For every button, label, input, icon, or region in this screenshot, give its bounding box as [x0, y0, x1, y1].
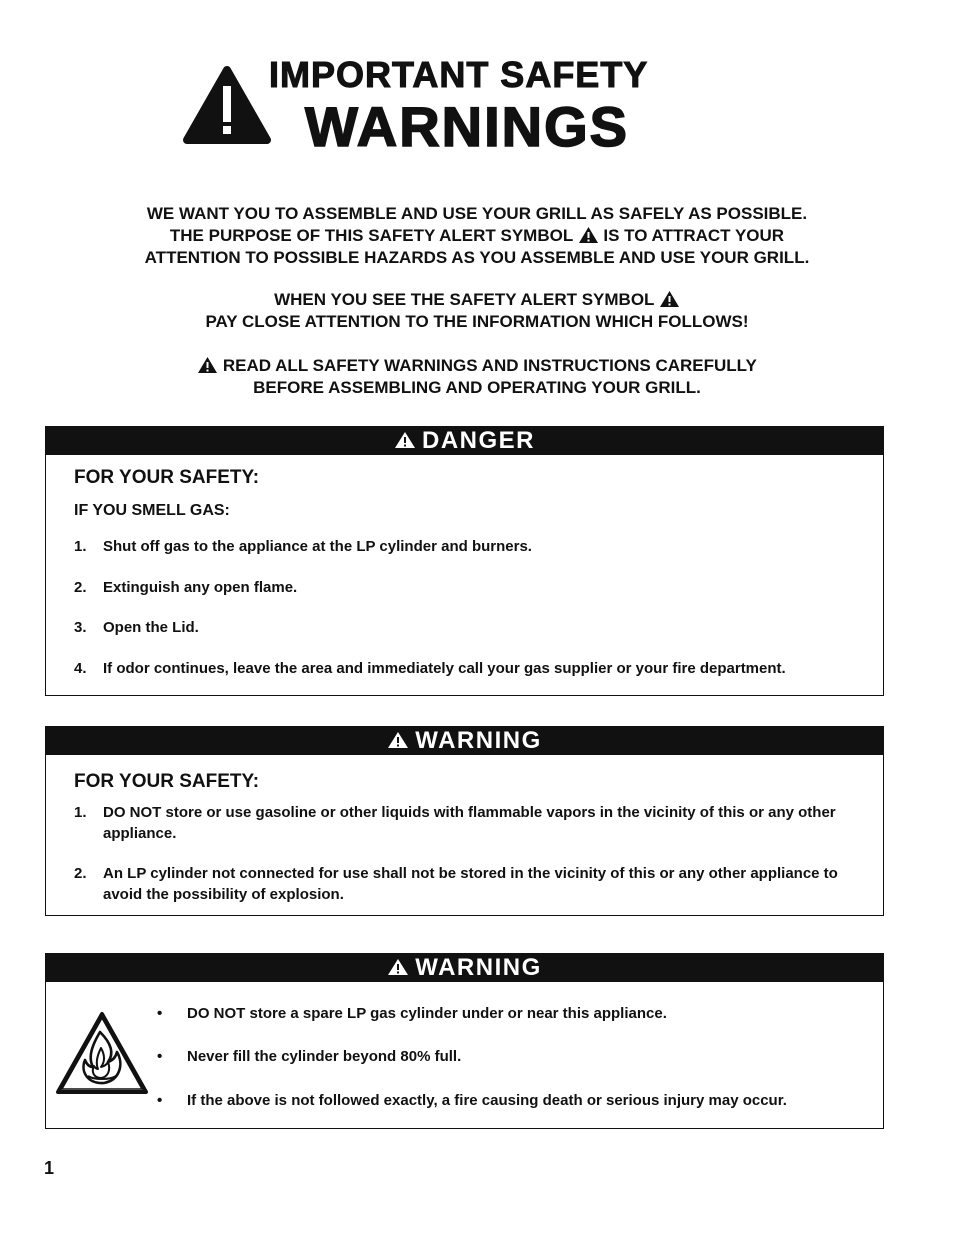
- intro-line: WE WANT YOU TO ASSEMBLE AND USE YOUR GRILL AS SAFELY AS POSSIBLE.: [146, 204, 808, 223]
- warning-triangle-icon: [394, 431, 416, 449]
- fire-hazard-icon: [54, 1010, 150, 1098]
- warning-triangle-icon: [659, 290, 680, 308]
- item-text: An LP cylinder not connected for use shall not be stored in the vicinity of this or any other appliance to avoid the possibility of explosion.: [103, 865, 838, 903]
- item-text: Extinguish any open flame.: [103, 579, 298, 596]
- list-item: [74, 802, 874, 844]
- intro-line: [60, 355, 894, 377]
- danger-title: FOR YOUR SAFETY:: [74, 467, 260, 488]
- warning-header: [46, 954, 883, 982]
- title-line-1: IMPORTANT SAFETY: [269, 54, 649, 95]
- danger-box: [45, 426, 884, 696]
- danger-subtitle: IF YOU SMELL GAS:: [74, 502, 230, 519]
- warning-header: [46, 727, 883, 755]
- intro-line: BEFORE ASSEMBLING AND OPERATING YOUR GRILL.: [253, 378, 701, 397]
- bullet-mark: •: [157, 1048, 163, 1065]
- warning-triangle-icon: [387, 731, 409, 749]
- bullet-text: If the above is not followed exactly, a fire causing death or serious injury may occur.: [187, 1092, 787, 1109]
- item-text: DO NOT store or use gasoline or other liquids with flammable vapors in the vicinity of this or any other appliance.: [103, 804, 836, 842]
- intro-text: IS TO ATTRACT YOUR: [603, 226, 785, 245]
- item-text: If odor continues, leave the area and immediately call your gas supplier or your fire department.: [103, 660, 786, 677]
- list-item: [74, 658, 874, 679]
- item-number: 4.: [74, 660, 87, 677]
- intro-paragraph-1: [60, 203, 894, 269]
- item-number: 2.: [74, 865, 87, 882]
- intro-text: READ ALL SAFETY WARNINGS AND INSTRUCTIONS CAREFULLY: [222, 356, 757, 375]
- item-text: Open the Lid.: [103, 619, 199, 636]
- warning-title: FOR YOUR SAFETY:: [74, 771, 260, 792]
- item-number: 1.: [74, 804, 87, 821]
- intro-paragraph-3: [60, 355, 894, 399]
- warning-triangle-icon: [387, 958, 409, 976]
- warning-box-1: [45, 726, 884, 916]
- item-number: 3.: [74, 619, 87, 636]
- title-line-2: WARNINGS: [305, 95, 629, 158]
- item-number: 2.: [74, 579, 87, 596]
- page-header: [183, 54, 743, 158]
- list-item: [74, 577, 874, 598]
- page-number: 1: [44, 1158, 55, 1178]
- bullet-mark: •: [157, 1005, 163, 1022]
- intro-line: [60, 225, 894, 247]
- bullet-text: DO NOT store a spare LP gas cylinder under or near this appliance.: [187, 1005, 667, 1022]
- item-text: Shut off gas to the appliance at the LP cylinder and burners.: [103, 538, 532, 555]
- warning-header-label: WARNING: [415, 727, 542, 754]
- warning-box-2: [45, 953, 884, 1129]
- warning-triangle-icon: [578, 226, 599, 244]
- warning-header-label: WARNING: [415, 954, 542, 981]
- intro-paragraph-2: [60, 289, 894, 333]
- warning-triangle-icon: [197, 356, 218, 374]
- danger-header-label: DANGER: [421, 427, 535, 454]
- bullet-mark: •: [157, 1092, 163, 1109]
- item-number: 1.: [74, 538, 87, 555]
- intro-text: WHEN YOU SEE THE SAFETY ALERT SYMBOL: [274, 290, 655, 309]
- danger-header: [46, 427, 883, 455]
- list-item: [74, 617, 874, 638]
- list-item: [74, 863, 874, 905]
- intro-line: ATTENTION TO POSSIBLE HAZARDS AS YOU ASSEMBLE AND USE YOUR GRILL.: [144, 248, 810, 267]
- bullet-text: Never fill the cylinder beyond 80% full.: [187, 1048, 462, 1065]
- intro-line: [60, 289, 894, 311]
- list-item: [74, 536, 874, 557]
- intro-text: THE PURPOSE OF THIS SAFETY ALERT SYMBOL: [169, 226, 573, 245]
- intro-line: PAY CLOSE ATTENTION TO THE INFORMATION WHICH FOLLOWS!: [205, 312, 749, 331]
- warning-triangle-icon: [183, 64, 271, 144]
